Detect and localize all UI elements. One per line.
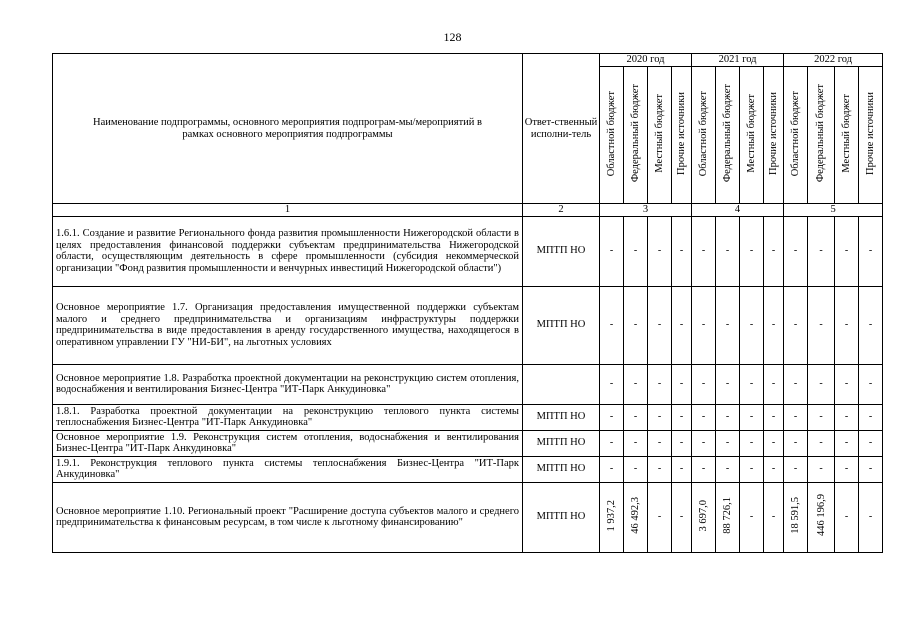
funding-amount: - [701,411,706,423]
funding-value [740,364,764,404]
source-column-header [740,67,764,204]
funding-value [808,364,835,404]
funding-amount: - [725,463,730,475]
source-label: Прочие источники [675,91,687,175]
funding-amount: - [749,511,754,523]
table-row [53,430,883,456]
source-column-header [859,67,883,204]
source-label: Областной бюджет [605,90,617,176]
funding-amount: - [679,245,684,257]
funding-value [784,286,808,364]
table-row [53,456,883,482]
funding-value [808,404,835,430]
responsible-executor: МПТП НО [523,286,600,364]
funding-amount: - [749,411,754,423]
funding-value [859,456,883,482]
funding-amount: - [725,245,730,257]
funding-value [784,482,808,552]
funding-value [740,430,764,456]
funding-amount: - [609,437,614,449]
measure-description: 1.8.1. Разработка проектной документации на реконструкцию теплового пункта системы теплоснабжения Бизнес-Центра "ИТ-Парк Анкудиновка" [53,404,523,430]
funding-value [808,286,835,364]
funding-value [692,216,716,286]
funding-amount: - [749,437,754,449]
source-column-header [784,67,808,204]
funding-amount: - [793,245,798,257]
funding-value [600,286,624,364]
funding-amount: - [819,437,823,449]
funding-value [740,216,764,286]
funding-value [648,216,672,286]
column-number: 5 [784,204,883,217]
funding-value [672,404,692,430]
source-label: Федеральный бюджет [721,84,733,183]
funding-amount: - [819,378,823,390]
funding-value [624,482,648,552]
funding-amount: - [868,319,873,331]
funding-value [672,430,692,456]
funding-amount: - [657,245,662,257]
source-column-header [624,67,648,204]
funding-value [764,482,784,552]
funding-value [648,456,672,482]
measure-description: Основное мероприятие 1.9. Реконструкция систем отопления, водоснабжения и вентилирования Бизнес-Центра "ИТ-Парк Анкудиновка" [53,430,523,456]
table-row [53,364,883,404]
funding-value [624,404,648,430]
funding-value [835,482,859,552]
funding-amount: - [793,411,798,423]
year-header: 2022 год [784,54,883,67]
funding-amount: 88 726,1 [722,496,734,534]
funding-amount: - [771,319,776,331]
measure-description: 1.6.1. Создание и развитие Регионального фонда развития промышленности Нижегородской области в целях предоставления финансовой поддержки субъектам предпринимательства Нижегородской области, осуществляющим деятельность в сфере промышленности (субсидия некоммерческой организации "Фонд развития промышленности и венчурных инвестиций Нижегородской области") [53,216,523,286]
funding-amount: - [868,437,873,449]
source-label: Местный бюджет [653,93,665,173]
funding-amount: - [701,463,706,475]
funding-value [692,482,716,552]
funding-amount: - [633,463,638,475]
funding-amount: - [679,437,684,449]
funding-value [648,364,672,404]
funding-amount: - [771,245,776,257]
funding-value [740,404,764,430]
funding-value [716,364,740,404]
funding-value [600,482,624,552]
source-label: Федеральный бюджет [815,84,827,183]
funding-value [764,286,784,364]
funding-amount: - [771,463,776,475]
source-column-header [648,67,672,204]
funding-value [692,286,716,364]
page-number: 128 [443,30,462,44]
funding-amount: 18 591,5 [790,496,802,534]
source-column-header [672,67,692,204]
funding-value [692,456,716,482]
budget-table [52,53,883,553]
funding-amount: - [679,411,684,423]
funding-amount: - [844,245,849,257]
funding-value [624,286,648,364]
funding-value [648,482,672,552]
funding-value [835,364,859,404]
funding-amount: - [771,411,776,423]
funding-value [784,364,808,404]
funding-amount: - [657,437,662,449]
funding-value [835,430,859,456]
funding-amount: - [771,511,776,523]
funding-amount: - [609,245,614,257]
funding-amount: - [793,463,798,475]
responsible-executor: МПТП НО [523,456,600,482]
funding-value [764,364,784,404]
source-label: Прочие источники [767,91,779,175]
funding-value [740,482,764,552]
funding-amount: - [819,245,823,257]
funding-value [716,482,740,552]
responsible-executor: МПТП НО [523,404,600,430]
measure-description: Основное мероприятие 1.7. Организация предоставления имущественной поддержки субъектам малого и среднего предпринимательства и организациям инфраструктуры поддержки предпринимательства в виде предоставления в аренду государственного имущества, находящегося в оперативном управлении ГУ "НИ-БИ", на льготных условиях [53,286,523,364]
year-header: 2020 год [600,54,692,67]
funding-amount: - [609,411,614,423]
funding-value [624,430,648,456]
funding-amount: - [725,437,730,449]
funding-value [648,430,672,456]
measure-description: Основное мероприятие 1.10. Региональный проект "Расширение доступа субъектов малого и среднего предпринимательства к финансовым ресурсам, в том числе к льготному финансированию" [53,482,523,552]
funding-amount: - [633,411,638,423]
funding-amount: - [749,463,754,475]
funding-value [764,404,784,430]
funding-value [716,430,740,456]
responsible-column-header: Ответ-ственный исполни-тель [523,54,600,204]
funding-amount: - [609,378,614,390]
responsible-executor: МПТП НО [523,430,600,456]
funding-amount: 1 937,2 [606,499,617,531]
funding-amount: - [679,319,684,331]
funding-value [600,364,624,404]
funding-value [672,286,692,364]
funding-amount: - [868,463,873,475]
funding-value [764,456,784,482]
responsible-executor [523,364,600,404]
funding-value [624,216,648,286]
table-row [53,404,883,430]
funding-value [859,364,883,404]
source-label: Областной бюджет [789,90,801,176]
funding-value [764,430,784,456]
funding-value [859,286,883,364]
funding-amount: - [679,463,684,475]
table-row [53,216,883,286]
column-number: 1 [53,204,523,217]
funding-value [859,404,883,430]
funding-amount: 446 196,9 [815,494,827,537]
funding-amount: - [844,319,849,331]
funding-value [859,216,883,286]
source-column-header [835,67,859,204]
funding-amount: - [679,511,684,523]
funding-value [624,364,648,404]
funding-amount: - [725,319,730,331]
funding-amount: - [819,319,823,331]
funding-amount: - [844,411,849,423]
funding-value [835,404,859,430]
funding-amount: - [609,463,614,475]
measure-description: 1.9.1. Реконструкция теплового пункта системы теплоснабжения Бизнес-Центра "ИТ-Парк Анкудиновка" [53,456,523,482]
funding-amount: - [868,511,873,523]
funding-value [764,216,784,286]
column-number: 4 [692,204,784,217]
funding-amount: - [793,378,798,390]
funding-amount: - [819,411,823,423]
funding-value [740,286,764,364]
source-label: Местный бюджет [745,93,757,173]
responsible-executor: МПТП НО [523,216,600,286]
funding-value [692,404,716,430]
funding-amount: - [633,319,638,331]
source-label: Прочие источники [864,91,876,175]
source-column-header [808,67,835,204]
funding-value [808,216,835,286]
funding-value [784,456,808,482]
source-label: Местный бюджет [840,93,852,173]
funding-amount: - [657,319,662,331]
source-label: Федеральный бюджет [629,84,641,183]
funding-value [784,430,808,456]
funding-amount: - [657,411,662,423]
source-label: Областной бюджет [697,90,709,176]
column-number: 3 [600,204,692,217]
source-column-header [692,67,716,204]
funding-amount: - [844,437,849,449]
funding-amount: - [868,378,873,390]
funding-amount: - [657,378,662,390]
funding-amount: - [657,463,662,475]
funding-value [648,286,672,364]
funding-value [716,286,740,364]
name-column-header: Наименование подпрограммы, основного мероприятия подпрограм-мы/мероприятий в рамках основного мероприятия подпрограммы [53,54,523,204]
funding-amount: - [868,411,873,423]
funding-amount: - [868,245,873,257]
funding-value [672,364,692,404]
funding-amount: - [701,319,706,331]
funding-value [672,482,692,552]
funding-amount: 46 492,3 [630,496,641,534]
funding-amount: - [844,378,849,390]
responsible-executor: МПТП НО [523,482,600,552]
funding-value [859,482,883,552]
source-column-header [716,67,740,204]
table-row [53,482,883,552]
funding-value [672,456,692,482]
funding-value [808,482,835,552]
funding-value [859,430,883,456]
funding-amount: - [701,378,706,390]
column-number: 2 [523,204,600,217]
funding-amount: - [819,463,823,475]
funding-amount: - [771,437,776,449]
funding-amount: - [725,411,730,423]
funding-value [672,216,692,286]
funding-value [648,404,672,430]
funding-value [740,456,764,482]
funding-value [784,404,808,430]
funding-value [716,456,740,482]
funding-amount: - [609,319,614,331]
funding-amount: - [657,511,662,523]
funding-value [835,286,859,364]
funding-value [808,430,835,456]
funding-amount: - [679,378,684,390]
funding-amount: - [633,245,638,257]
funding-amount: - [725,378,730,390]
funding-value [716,216,740,286]
funding-amount: - [701,245,706,257]
funding-amount: - [633,378,638,390]
funding-value [600,430,624,456]
funding-amount: - [749,378,754,390]
source-column-header [764,67,784,204]
source-column-header [600,67,624,204]
funding-amount: - [749,319,754,331]
year-header: 2021 год [692,54,784,67]
funding-amount: 3 697,0 [698,499,710,531]
funding-value [600,404,624,430]
funding-value [808,456,835,482]
measure-description: Основное мероприятие 1.8. Разработка проектной документации на реконструкцию систем отопления, водоснабжения и вентилирования Бизнес-Центра "ИТ-Парк Анкудиновка" [53,364,523,404]
funding-amount: - [844,511,849,523]
funding-value [784,216,808,286]
funding-value [692,430,716,456]
funding-value [716,404,740,430]
funding-value [835,456,859,482]
funding-amount: - [844,463,849,475]
funding-value [600,456,624,482]
funding-amount: - [793,319,798,331]
funding-amount: - [771,378,776,390]
funding-amount: - [701,437,706,449]
funding-value [624,456,648,482]
funding-value [600,216,624,286]
funding-value [692,364,716,404]
funding-amount: - [633,437,638,449]
funding-value [835,216,859,286]
funding-amount: - [793,437,798,449]
funding-amount: - [749,245,754,257]
table-row [53,286,883,364]
